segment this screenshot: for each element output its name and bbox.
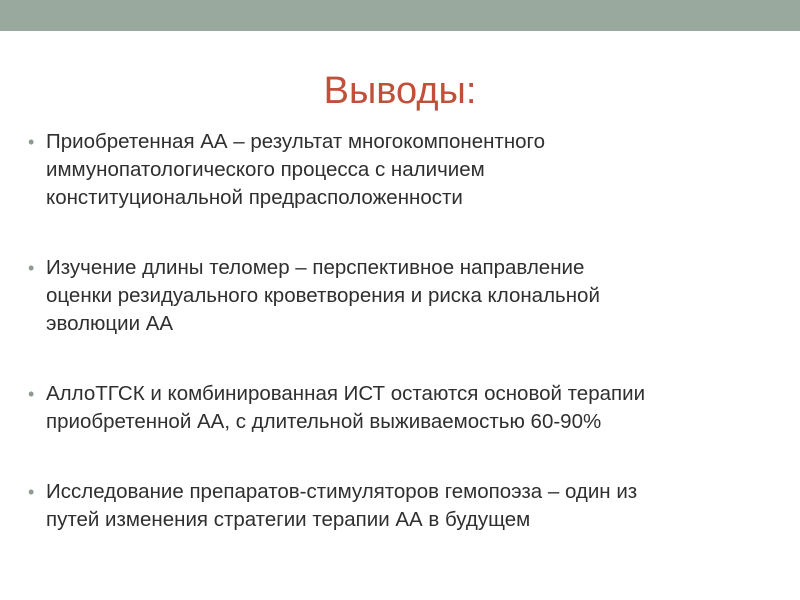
top-band	[0, 0, 800, 31]
bullet-item	[28, 128, 768, 212]
bullet-line: Изучение длины теломер – перспективное направление	[46, 256, 585, 279]
bullet-line: Исследование препаратов-стимуляторов гемопоэза – один из	[46, 480, 638, 503]
bullet-item	[28, 254, 768, 338]
bullet-dot-icon: •	[28, 384, 35, 404]
bullet-line: АллоТГСК и комбинированная ИСТ остаются основой терапии	[46, 382, 646, 405]
bullet-dot-icon: •	[28, 132, 35, 152]
bullet-line: оценки резидуального кроветворения и риска клональной	[46, 284, 600, 307]
bullet-item	[28, 380, 768, 436]
bullet-line: Приобретенная АА – результат многокомпонентного	[46, 130, 545, 153]
bullet-item	[28, 478, 768, 534]
slide-title: Выводы:	[323, 70, 477, 112]
bullet-line: путей изменения стратегии терапии АА в будущем	[46, 508, 531, 531]
bullet-line: эволюции АА	[46, 312, 174, 335]
bullet-line: конституциональной предрасположенности	[46, 186, 463, 209]
bullet-dot-icon: •	[28, 482, 35, 502]
bullet-line: приобретенной АА, с длительной выживаемостью 60-90%	[46, 410, 602, 433]
bullet-list	[28, 128, 768, 534]
bullet-dot-icon: •	[28, 258, 35, 278]
bullet-line: иммунопатологического процесса с наличием	[46, 158, 485, 181]
